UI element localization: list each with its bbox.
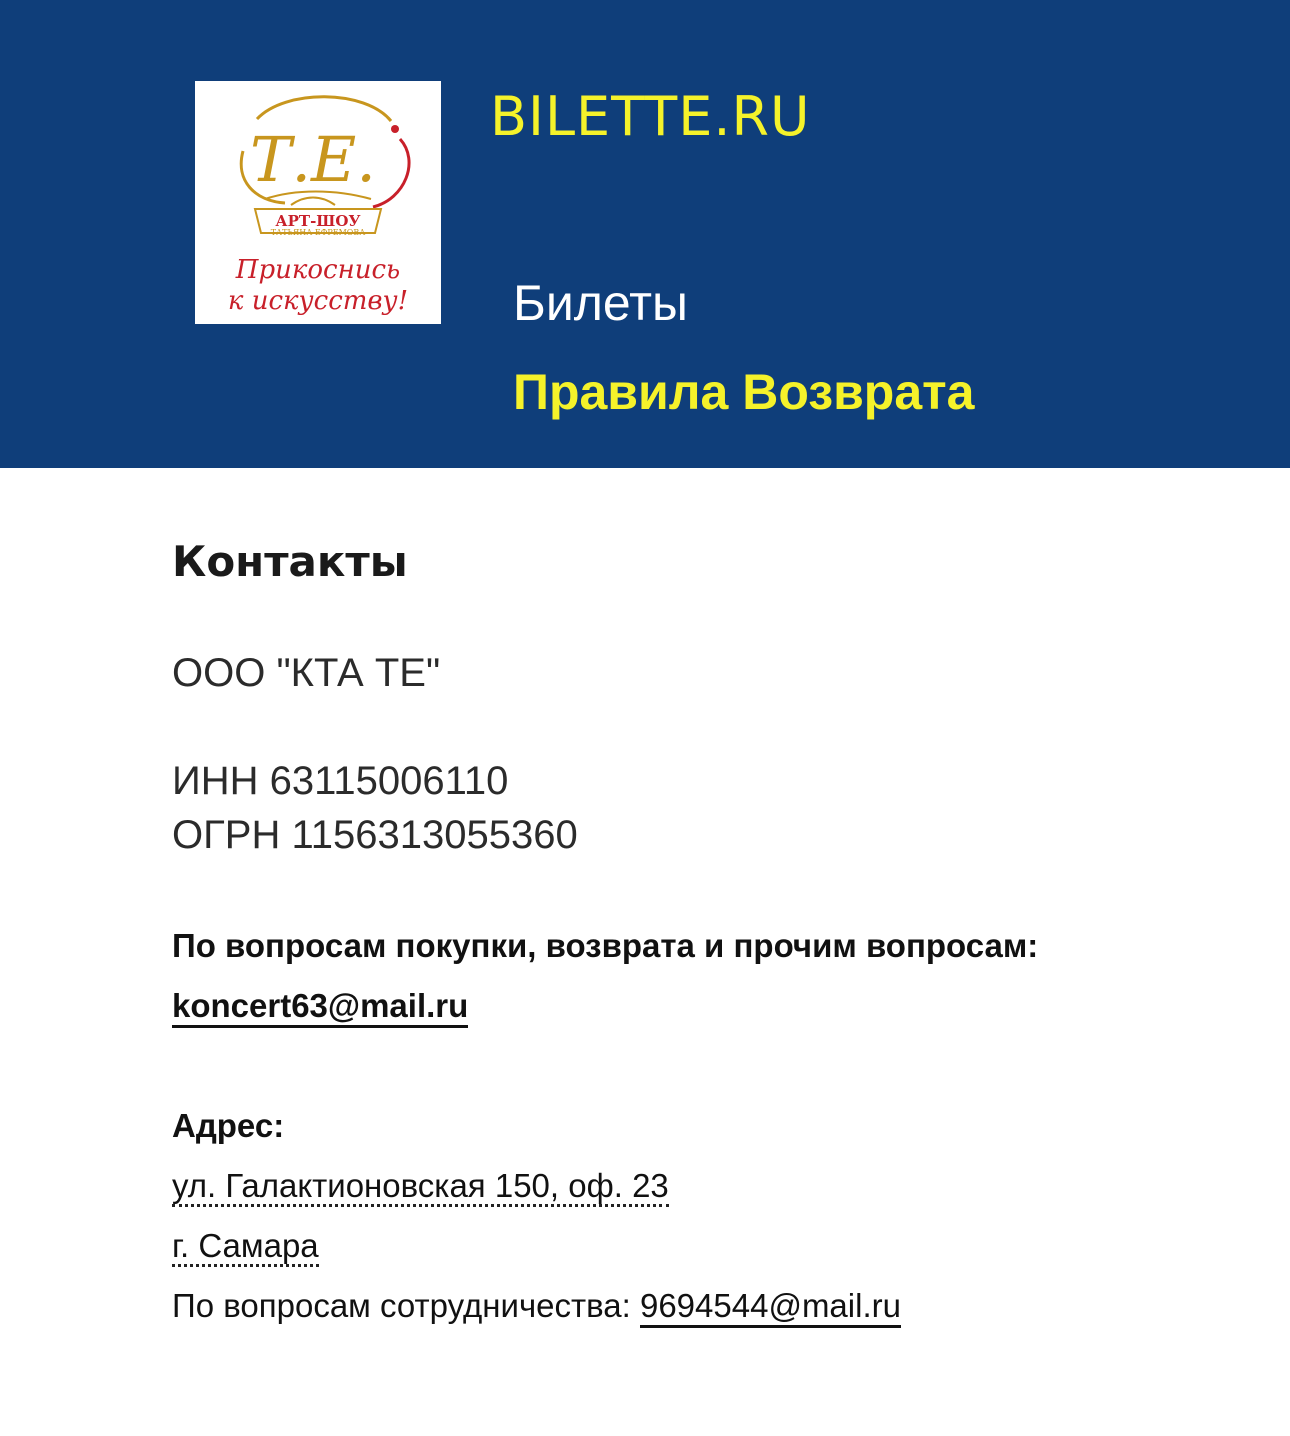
brand-logo[interactable]: [195, 81, 441, 324]
page-title: Контакты: [172, 537, 408, 586]
nav-tickets-link[interactable]: Билеты: [513, 275, 688, 331]
art-show-logo-icon: [195, 81, 441, 324]
site-header: [0, 0, 1290, 468]
address-label: Адрес:: [172, 1107, 285, 1144]
support-text: По вопросам покупки, возврата и прочим вопросам:: [172, 927, 1039, 964]
address-street-text: ул. Галактионовская 150, оф. 23: [172, 1167, 669, 1207]
site-name-link[interactable]: BILETTE.RU: [490, 85, 811, 148]
address-city-text: г. Самара: [172, 1227, 319, 1267]
svg-text:к искусству!: к искусству!: [227, 286, 409, 316]
address-city[interactable]: [172, 1216, 319, 1276]
company-name: ООО "КТА ТЕ": [172, 651, 441, 695]
ogrn-number: ОГРН 1156313055360: [172, 813, 578, 857]
cooperation-email-link[interactable]: 9694544@mail.ru: [640, 1287, 901, 1328]
svg-text:ТАТЬЯНА ЕФРЕМОВА: ТАТЬЯНА ЕФРЕМОВА: [270, 228, 366, 237]
svg-text:АРТ-ШОУ: АРТ-ШОУ: [275, 212, 361, 230]
svg-text:Т.Е.: Т.Е.: [249, 123, 377, 196]
svg-text:Прикоснись: Прикоснись: [235, 255, 401, 285]
address-street[interactable]: [172, 1156, 669, 1216]
cooperation-text: По вопросам сотрудничества:: [172, 1287, 640, 1324]
inn-number: ИНН 63115006110: [172, 759, 509, 803]
cooperation-info: [172, 1276, 901, 1336]
support-email-link[interactable]: koncert63@mail.ru: [172, 987, 468, 1028]
support-info: [172, 916, 1172, 1036]
nav-refund-rules-link[interactable]: Правила Возврата: [513, 364, 975, 420]
